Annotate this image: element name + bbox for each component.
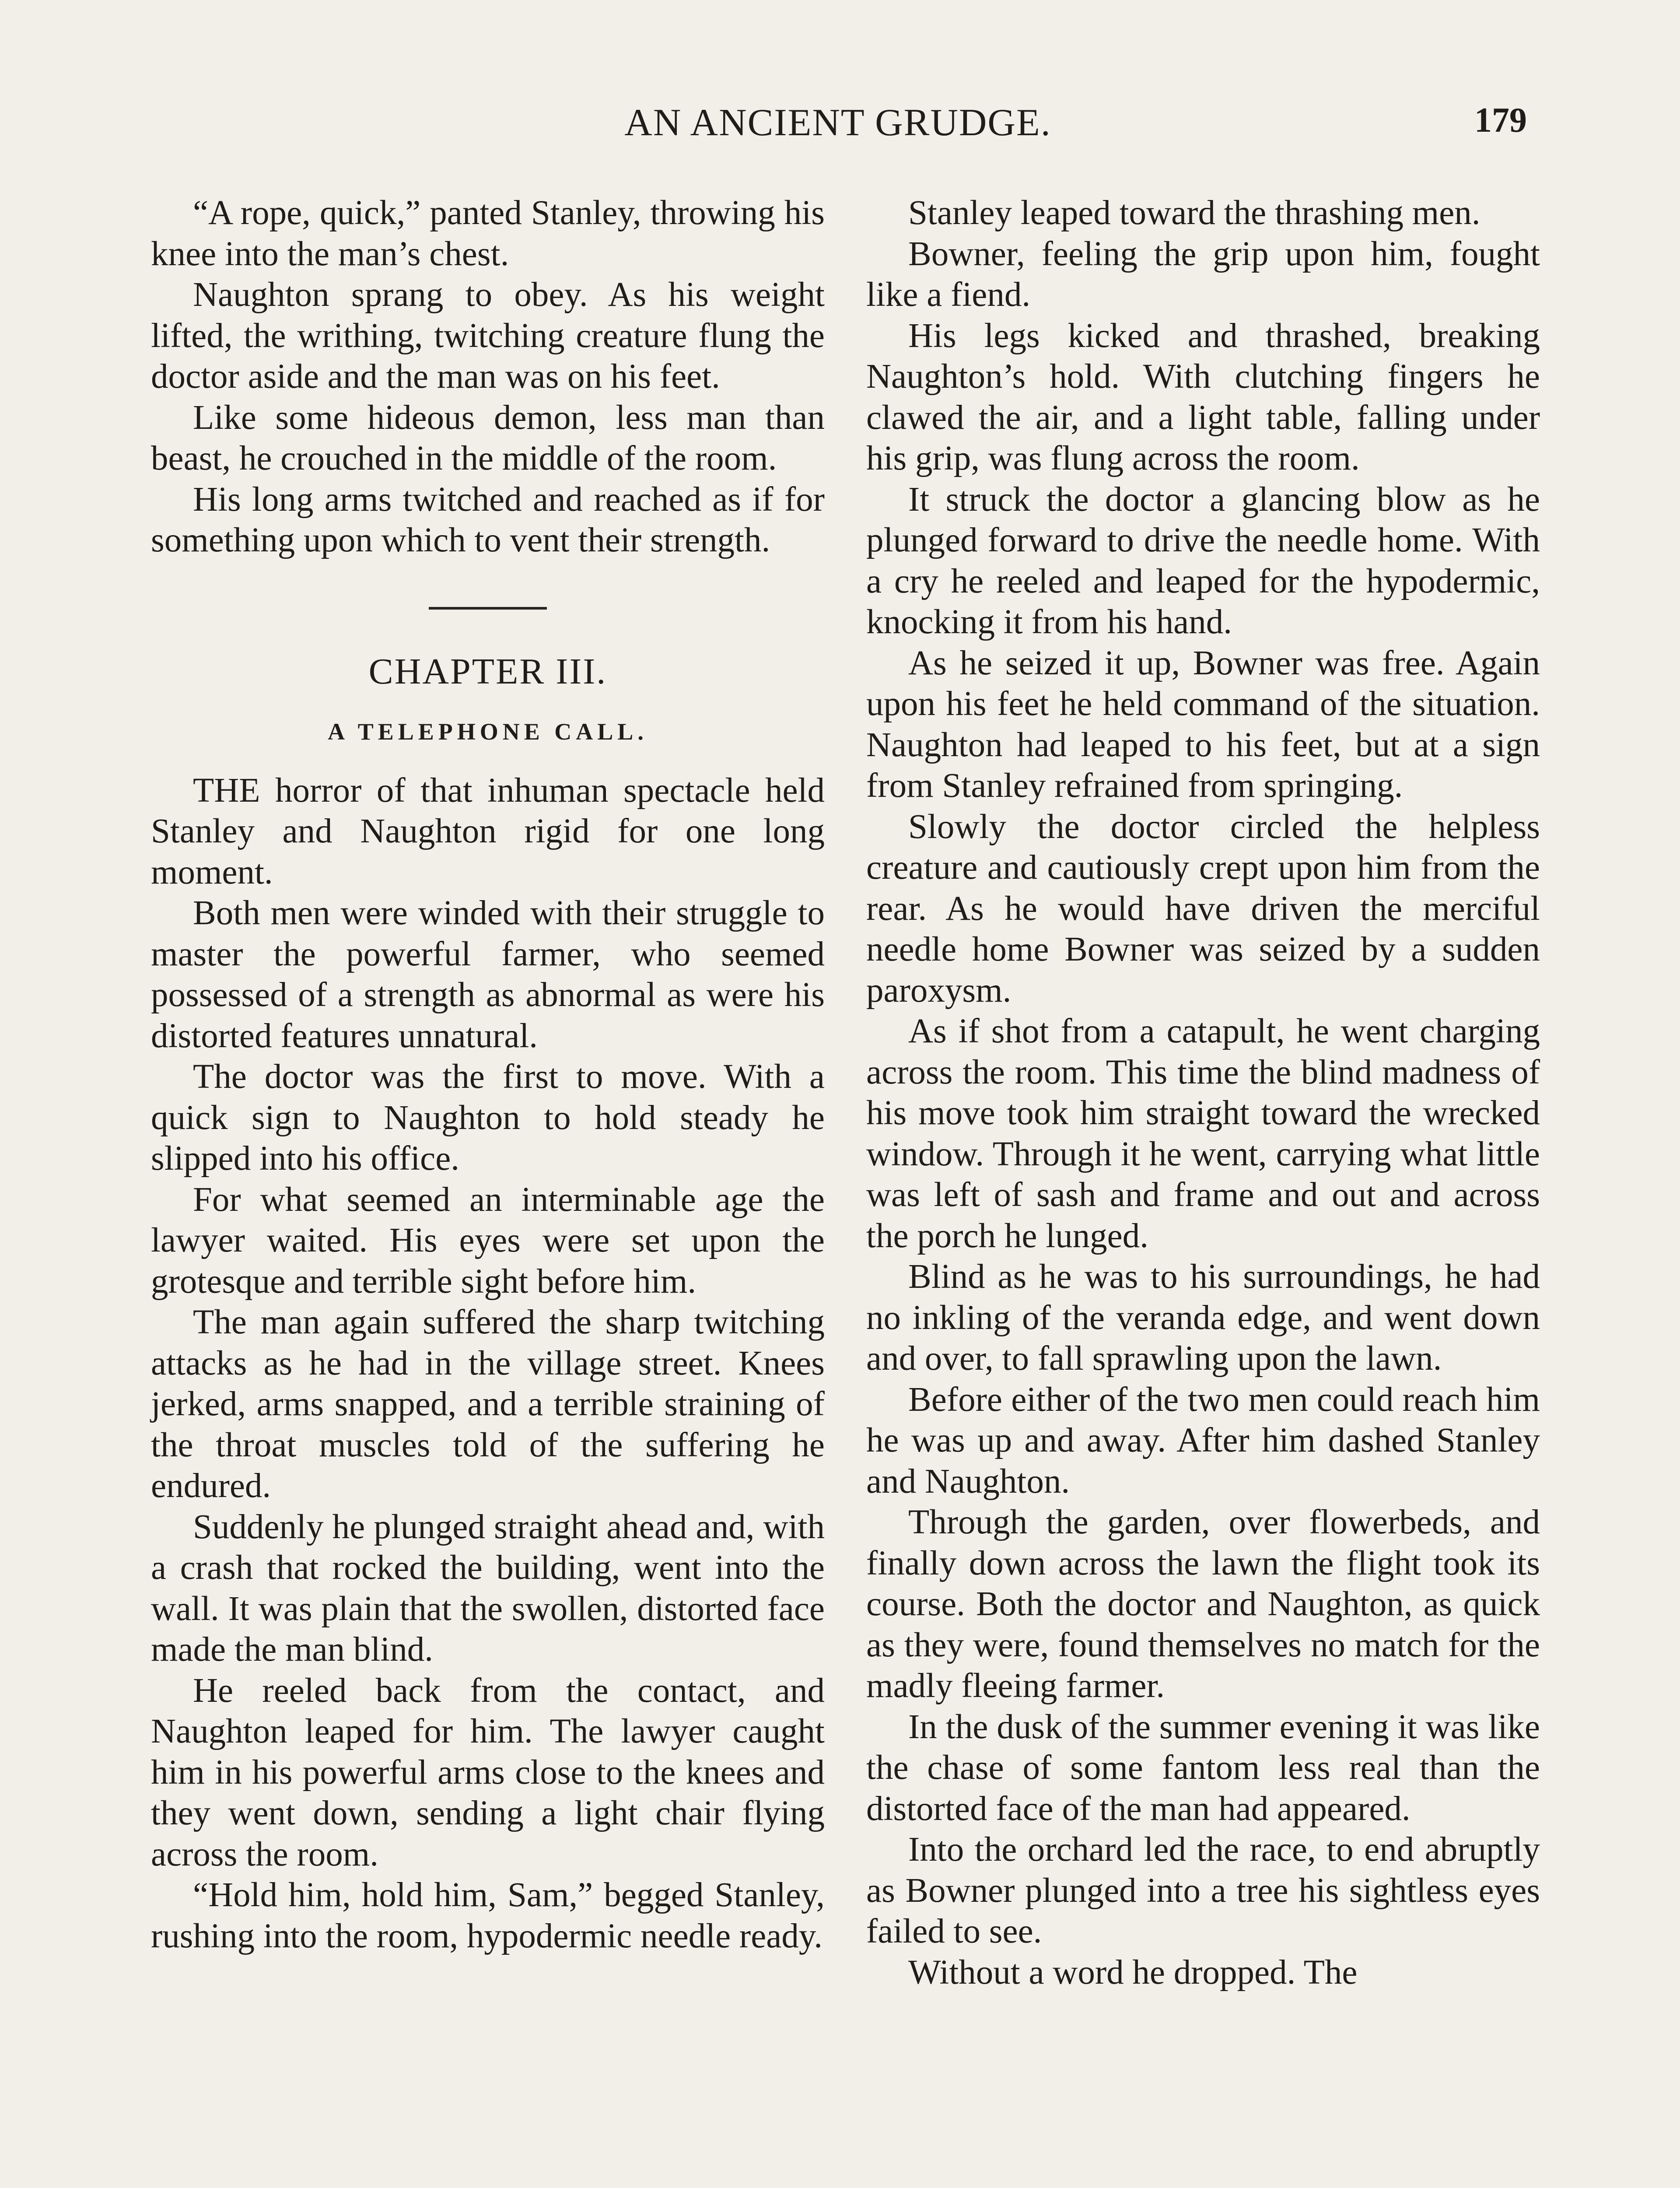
paragraph: “Hold him, hold him, Sam,” begged Stanley, rushing into the room, hypodermic needle ready. [151,1876,825,1955]
paragraph: Naughton sprang to obey. As his weight lifted, the writhing, twitching creature flung the doctor aside and the man was on his feet. [151,276,825,396]
page-header [149,101,1527,162]
paragraph: The doctor was the first to move. With a quick sign to Naughton to hold steady he slipped into his office. [151,1058,825,1178]
paragraph: It struck the doctor a glancing blow as he plunged forward to drive the needle home. With a cry he reeled and leaped for the hypodermic, knocking it from his hand. [866,480,1540,641]
paragraph: “A rope, quick,” panted Stanley, throwing his knee into the man’s chest. [151,194,825,273]
paragraph: In the dusk of the summer evening it was like the chase of some fantom less real than the distorted face of the man had appeared. [866,1708,1540,1828]
paragraph: As if shot from a catapult, he went charging across the room. This time the blind madness of his move took him straight toward the wrecked window. Through it he went, carrying what little was left of sash and frame and out and across the porch he lunged. [866,1012,1540,1255]
left-column [151,193,825,1957]
paragraph: Like some hideous demon, less man than beast, he crouched in the middle of the room. [151,398,825,477]
paragraph: THE horror of that inhuman spectacle held Stanley and Naughton rigid for one long moment. [151,771,825,891]
chapter-title: CHAPTER III. [368,651,607,692]
running-title: AN ANCIENT GRUDGE. [624,102,1051,144]
paragraph: His legs kicked and thrashed, breaking Naughton’s hold. With clutching fingers he clawed the air, and a light table, falling under his grip, was flung across the room. [866,316,1540,477]
paragraph: Stanley leaped toward the thrashing men. [908,194,1480,232]
paragraph: Suddenly he plunged straight ahead and, with a crash that rocked the building, went into the wall. It was plain that the swollen, distorted face made the man blind. [151,1508,825,1669]
right-column [866,193,1540,1993]
paragraph: The man again suffered the sharp twitching attacks as he had in the village street. Knees jerked, arms snapped, and a terrible straining of the throat muscles told of the suffering he endured. [151,1303,825,1505]
paragraph: Before either of the two men could reach him he was up and away. After him dashed Stanley and Naughton. [866,1380,1540,1501]
paragraph: As he seized it up, Bowner was free. Again upon his feet he held command of the situation. Naughton had leaped to his feet, but at a sign from Stanley refrained from springing. [866,644,1540,805]
section-divider [429,607,547,610]
paragraph: Both men were winded with their struggle to master the powerful farmer, who seemed possessed of a strength as abnormal as were his distorted features unnatural. [151,894,825,1055]
paragraph: For what seemed an interminable age the lawyer waited. His eyes were set upon the grotesque and terrible sight before him. [151,1180,825,1301]
paragraph: He reeled back from the contact, and Naughton leaped for him. The lawyer caught him in his powerful arms close to the knees and they went down, sending a light chair flying across the room. [151,1671,825,1873]
page-number: 179 [1474,101,1527,140]
paragraph: Bowner, feeling the grip upon him, fought like a fiend. [866,235,1540,314]
paragraph: Blind as he was to his surroundings, he had no inkling of the veranda edge, and went down and over, to fall sprawling upon the lawn. [866,1258,1540,1378]
chapter-subtitle: A TELEPHONE CALL. [328,719,648,745]
paragraph: Through the garden, over flowerbeds, and finally down across the lawn the flight took its course. Both the doctor and Naughton, as quick as they were, found themselves no match for the madly fleeing farmer. [866,1503,1540,1705]
paragraph: His long arms twitched and reached as if for something upon which to vent their strength. [151,480,825,559]
paragraph: Without a word he dropped. The [908,1953,1358,1992]
paragraph: Into the orchard led the race, to end abruptly as Bowner plunged into a tree his sightless eyes failed to see. [866,1830,1540,1950]
paragraph: Slowly the doctor circled the helpless creature and cautiously crept upon him from the rear. As he would have driven the merciful needle home Bowner was seized by a sudden paroxysm. [866,807,1540,1010]
